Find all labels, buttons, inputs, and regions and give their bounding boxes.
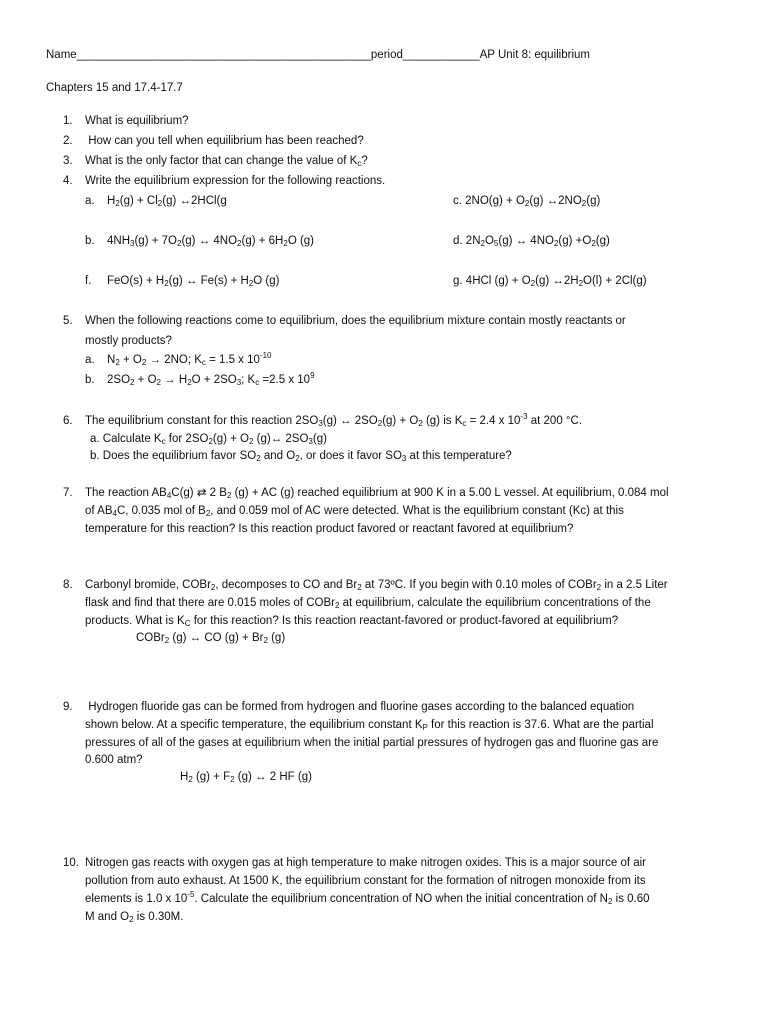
question-text: What is equilibrium? [85, 115, 189, 127]
equation-9: $H_2$ $(g) + F_2$ (g) ↔ 2 HF (g) [180, 771, 312, 784]
item-letter: b. [85, 235, 95, 247]
item-label: c. [453, 195, 462, 207]
q7-text-6: , and 0.059 mol of AC were detected. What is the equilibrium constant (Kc) at this [210, 505, 624, 517]
question-number: 3. [63, 155, 73, 167]
question-10-line2: pollution from auto exhaust. At 1500 K, the equilibrium constant for the formation of nitrogen monoxide from its [85, 875, 646, 887]
kc-value: 2.4 x 10 [479, 415, 521, 427]
question-6 [63, 413, 582, 429]
question-number: 5. [63, 315, 73, 327]
equation: $4NH_3(g) + 7O_2(g)$ ↔ $4NO_2(g) + 6H_2O$ (g) [107, 235, 315, 248]
equation: 4HCl $(g) + O_2(g)$ $\leftrightarrow 2H_2O(l) + 2Cl(g)$ [465, 275, 647, 288]
item-label: d. [453, 235, 463, 247]
item-letter: f. [85, 275, 92, 287]
q7-text-2: C(g) ⇄ 2 B [171, 487, 227, 499]
question-1 [63, 113, 189, 129]
kc-exponent: -10 [259, 351, 272, 360]
question-6b: b. Does the equilibrium favor $SO_2$ and $O_2$, or does it favor $SO_3$ at this temperature? [90, 450, 512, 463]
question-9-line4: 0.600 atm? [85, 754, 143, 766]
question-5 [63, 313, 626, 329]
question-3 [63, 153, 368, 169]
question-9 [63, 699, 634, 715]
question-number: 2. [63, 135, 73, 147]
q8-text-2: , decomposes to CO and Br [215, 579, 358, 591]
q9-text-1: Hydrogen fluoride gas can be formed from hydrogen and fluorine gases according to the balanced equation [85, 701, 635, 713]
question-9-line3: pressures of all of the gases at equilibrium when the initial partial pressures of hydrogen gas and fluorine gas are [85, 737, 659, 749]
q8-text-6: at equilibrium, calculate the equilibrium concentrations of the [339, 597, 651, 609]
item-letter: b. [85, 374, 95, 386]
temperature: at 200 °C. [530, 415, 583, 427]
question-2 [63, 133, 364, 149]
q10-text-4: . Calculate the equilibrium concentration of NO when the initial concentration of N [194, 893, 608, 905]
question-8-line2: flask and find that there are 0.015 moles of COBr$_2$ at equilibrium, calculate the equilibrium concentrations of the [85, 597, 651, 610]
question-4 [63, 173, 385, 189]
reaction-4a [85, 193, 227, 209]
equation: $N_2 + O_2 \to 2NO$; $K_c$ = [107, 354, 219, 367]
reaction-4f [85, 273, 279, 289]
question-7-line2: of $AB_4C$, 0.035 mol of $B_2$, and 0.059 mol of AC were detected. What is the equilibrium constant (Kc) at this [85, 505, 624, 518]
question-8: 8. Carbonyl bromide, COBr$_2$, decomposes to CO and $Br_2$ at 73ºC. If you begin with 0.10 moles of COBr$_2$ in a 2.5 Liter [63, 579, 668, 592]
equation: $2N_2O_5(g)$ ↔ $4NO_2(g) +O_2(g)$ [465, 235, 610, 248]
reaction-4g [453, 273, 647, 289]
q8-text-5: flask and find that there are 0.015 moles of COBr [85, 597, 335, 609]
equation: $2SO_2 + O_2 \to H_2O + 2SO_3$; $K_c$ = [107, 374, 270, 387]
kc-exponent: -3 [520, 412, 528, 421]
reaction-5b [85, 372, 315, 388]
question-text: The equilibrium constant for this reaction [85, 415, 293, 427]
question-7-line3: temperature for this reaction? Is this reaction product favored or reactant favored at equilibrium? [85, 523, 574, 535]
kc-value: 1.5 x 10 [219, 354, 260, 366]
period-blank[interactable]: ____________ [402, 49, 480, 61]
reaction-5a [85, 352, 271, 368]
q8-text-7: products. What is K [85, 615, 185, 627]
equation: $FeO(s) + H_2(g)$ ↔ $Fe(s) + H_2O$ (g) [107, 275, 280, 288]
equation: $H_2(g) + Cl_2(g)$ ↔2HCl(g [107, 195, 227, 208]
q9-text-2: shown below. At a specific temperature, the equilibrium constant K [85, 719, 423, 731]
kc-value: 2.5 x 10 [269, 374, 311, 386]
q10-text-3: elements is 1.0 x 10 [85, 893, 188, 905]
question-number: 8. [63, 579, 73, 591]
question-10-line4: M and $O_2$ is 0.30M. [85, 911, 184, 924]
question-number: 4. [63, 175, 73, 187]
q8-text-3: at 73ºC. If you begin with 0.10 moles of COBr [361, 579, 597, 591]
reaction-4b [85, 233, 314, 249]
chapters-heading: Chapters 15 and 17.4-17.7 [46, 82, 183, 94]
kc-exponent: 9 [310, 371, 315, 380]
question-text: What is the only factor that can change the value of K [85, 155, 358, 167]
question-10-line3: elements is 1.0 x $10^{-5}$. Calculate the equilibrium concentration of NO when the initial concentration of $N_2$ is 0.60 [85, 890, 650, 906]
equation-8: COBr$_2$ (g) ↔ CO $(g) + Br_2$ (g) [136, 632, 286, 645]
q8-text-8: for this reaction? Is this reaction reactant-favored or product-favored at equilibrium? [190, 615, 619, 627]
question-number: 9. [63, 701, 73, 713]
q7-text-5: C, 0.035 mol of B [116, 505, 206, 517]
q7-text-1: The reaction AB [85, 487, 167, 499]
q10-text-1: Nitrogen gas reacts with oxygen gas at high temperature to make nitrogen oxides. This is a major source of air [85, 857, 647, 869]
item-letter: a. [85, 354, 95, 366]
part-label: b. Does the equilibrium favor [90, 450, 237, 462]
q10-exponent: -5 [187, 890, 195, 899]
question-number: 10. [63, 857, 79, 869]
part-label: a. Calculate K [90, 433, 162, 445]
q10-text-6: M and O [85, 911, 130, 923]
question-text: Write the equilibrium expression for the following reactions. [85, 175, 386, 187]
q10-text-7: is 0.30M. [133, 911, 184, 923]
period-label: period [370, 49, 403, 61]
question-6a: a. Calculate $K_c$ for $2SO_2(g) + O_2$ (g)↔ $2SO_3(g)$ [90, 433, 327, 446]
q9-text-3: for this reaction is 37.6. What are the partial [427, 719, 654, 731]
question-number: 7. [63, 487, 73, 499]
question-8-line3: products. What is $K_C$ for this reaction? Is this reaction reactant-favored or product-favored at equilibrium? [85, 615, 619, 628]
question-number: 1. [63, 115, 73, 127]
header-line [46, 47, 590, 63]
q7-text-3: (g) + AC (g) reached equilibrium at 900 K in a 5.00 L vessel. At equilibrium, 0.084 mol [231, 487, 669, 499]
course-title: AP Unit 8: equilibrium [479, 49, 590, 61]
q7-text-4: of AB [85, 505, 113, 517]
question-text: How can you tell when equilibrium has been reached? [85, 135, 364, 147]
equation: $2NO(g) + O_2(g)$ $\leftrightarrow 2NO_2(g)$ [465, 195, 601, 208]
q8-text-4: in a 2.5 Liter [601, 579, 668, 591]
reaction-4d [453, 233, 610, 249]
question-number: 6. [63, 415, 73, 427]
reaction-4c [453, 193, 600, 209]
equation: $2SO_3(g)$ ↔ $2SO_2(g) + O_2$ (g) is $K_c$ = [295, 415, 480, 428]
name-label: Name [46, 49, 77, 61]
question-text-end: ? [361, 155, 368, 167]
question-9-line2: shown below. At a specific temperature, the equilibrium constant $K_P$ for this reaction is 37.6. What are the partial [85, 719, 654, 732]
question-text: When the following reactions come to equilibrium, does the equilibrium mixture contain mostly reactants or [85, 315, 626, 327]
question-5-line2: mostly products? [85, 335, 172, 347]
question-7: 7. The reaction $AB_4C(g)$ ⇄ 2 $B_2$ (g) + AC (g) reached equilibrium at 900 K in a 5.00 L vessel. At equilibrium, 0.084 mol [63, 487, 669, 500]
q10-text-5: is 0.60 [612, 893, 650, 905]
q8-text-1: Carbonyl bromide, COBr [85, 579, 211, 591]
item-letter: a. [85, 195, 95, 207]
question-sub: c [357, 159, 362, 168]
question-10 [63, 855, 646, 871]
item-label: g. [453, 275, 463, 287]
name-blank[interactable]: ______________________________________________ [76, 49, 371, 61]
